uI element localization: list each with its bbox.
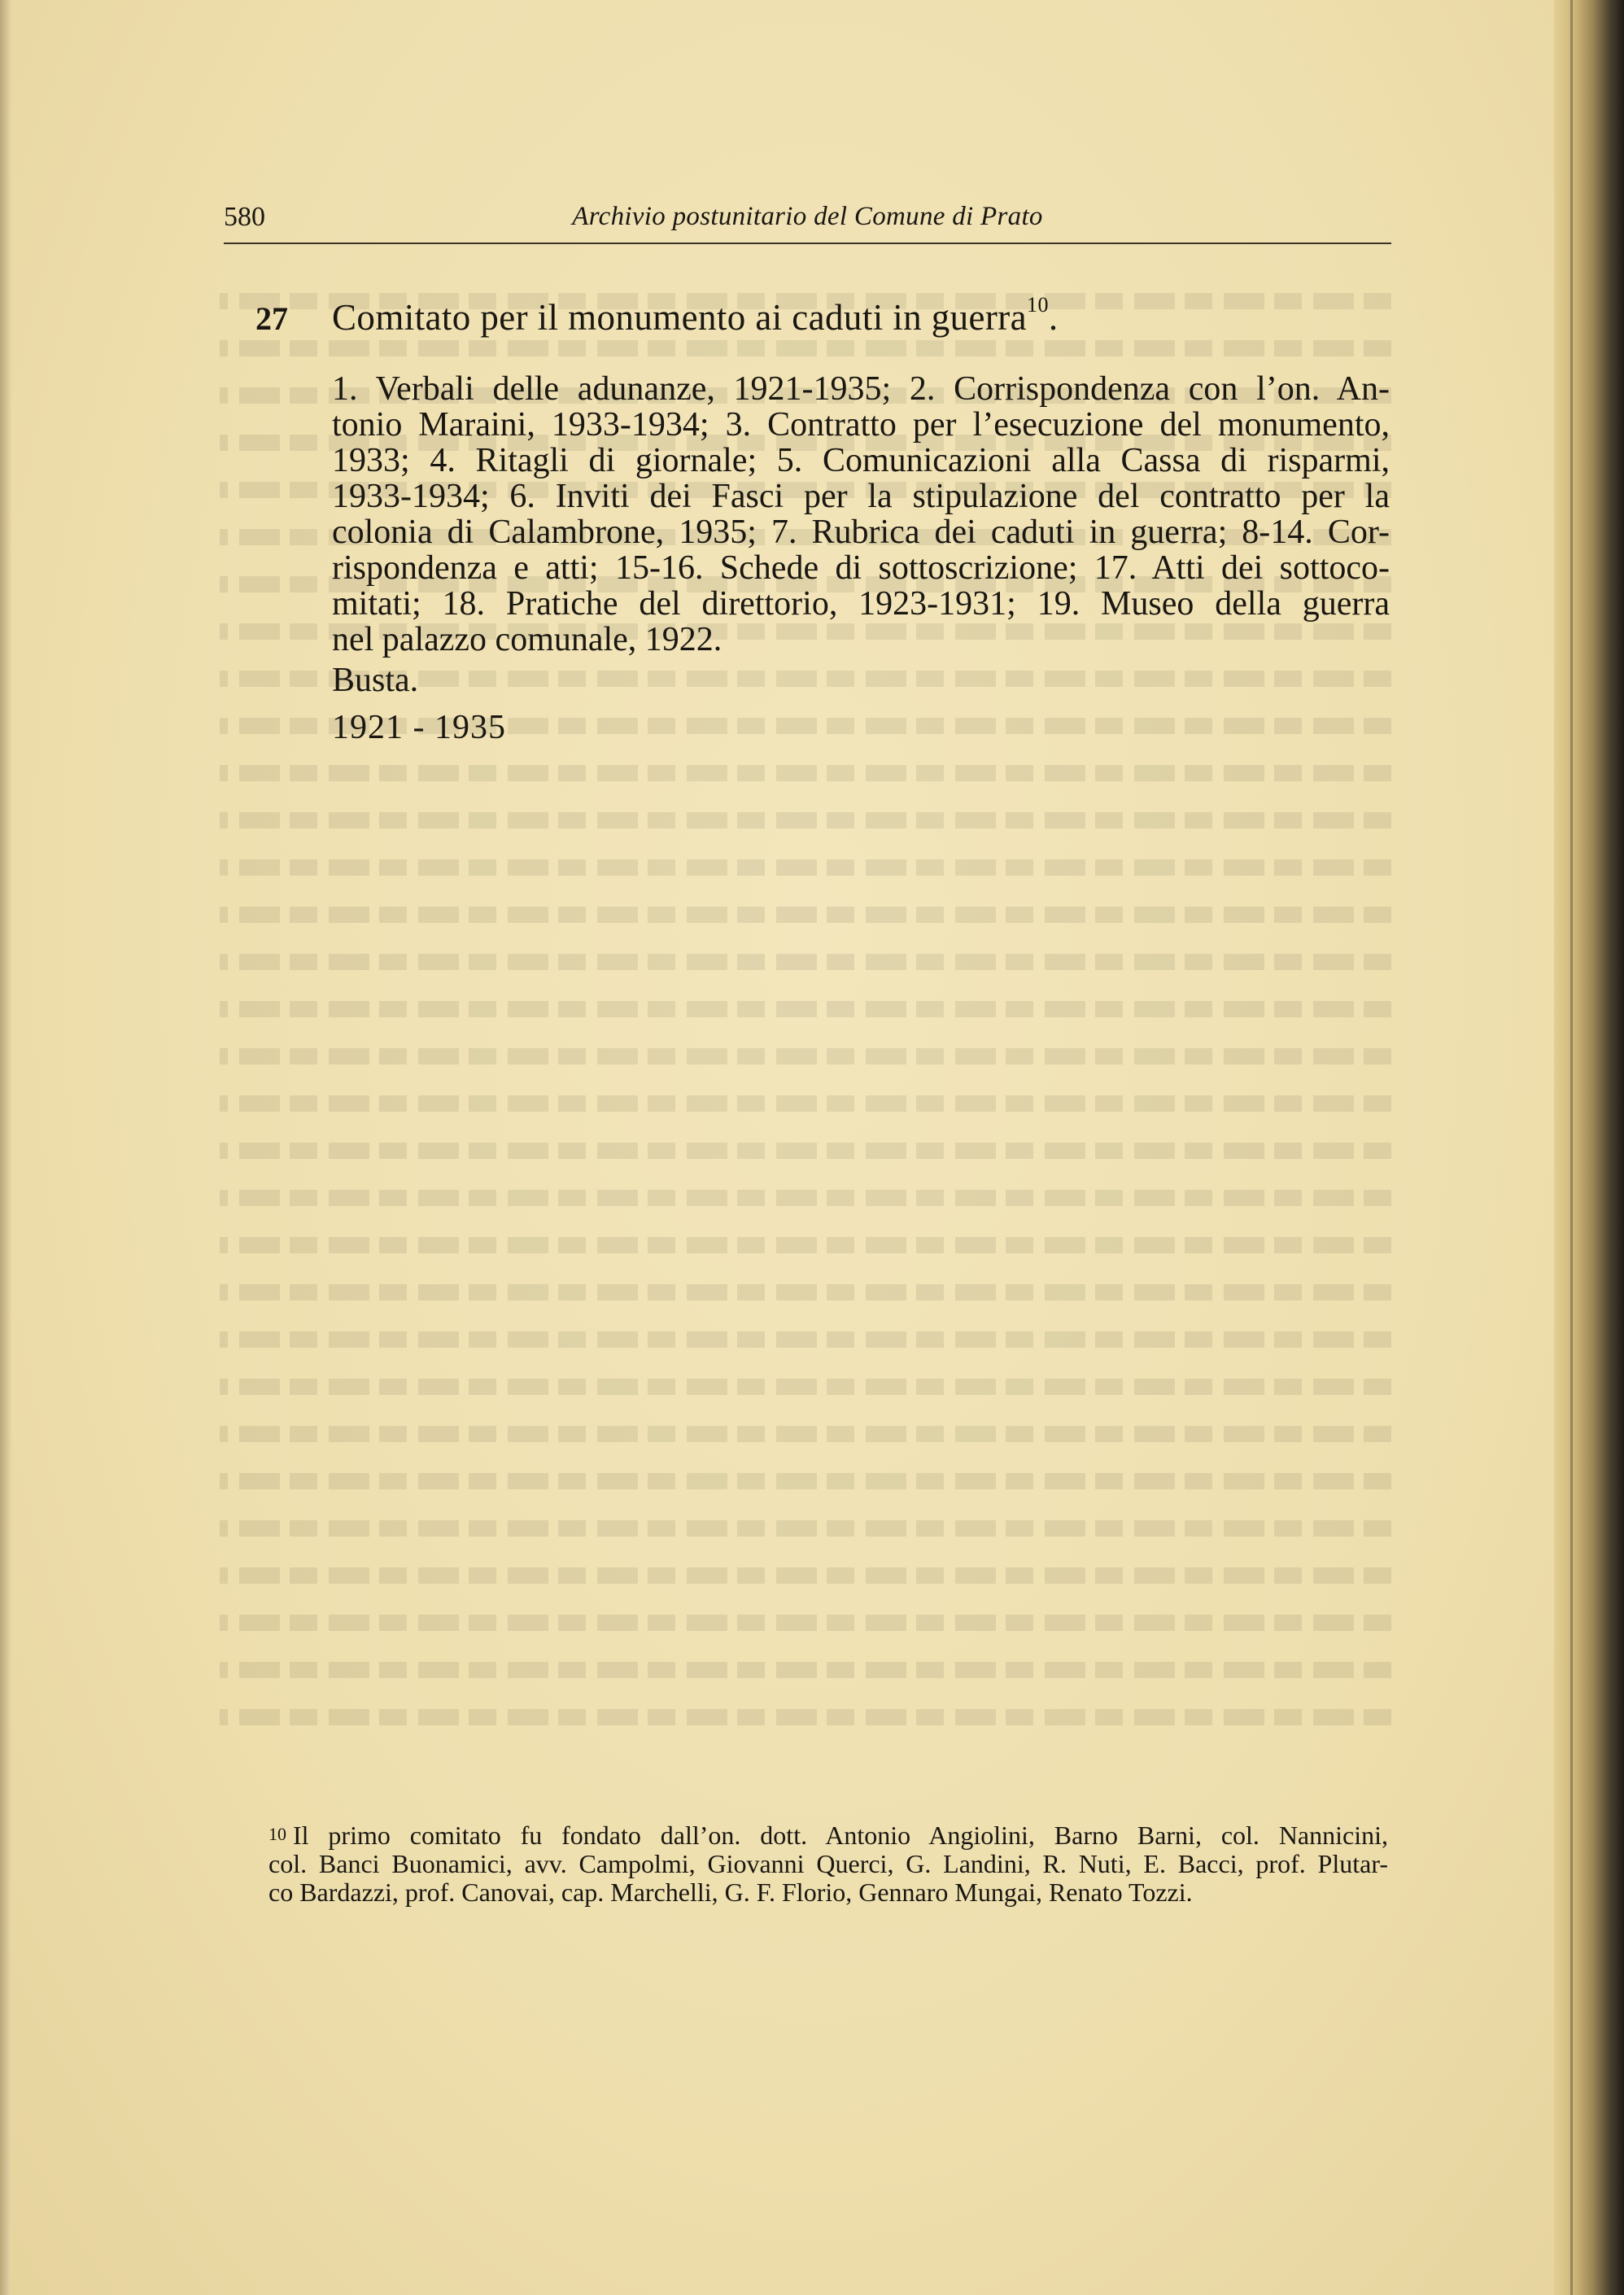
footnote-line: col. Banci Buonamici, avv. Campolmi, Giovanni Querci, G. Landini, R. Nuti, E. Bacci, prof. Plutar- [268,1849,1388,1878]
contents-line: colonia di Calambrone, 1935; 7. Rubrica dei caduti in guerra; 8-14. Cor- [332,514,1390,551]
date-range: 1921 - 1935 [332,709,506,746]
contents-line: nel palazzo comunale, 1922. [332,621,723,658]
footnote-reference: 10 [1027,293,1049,317]
contents-line: 1933; 4. Ritagli di giornale; 5. Comunicazioni alla Cassa di risparmi, [332,442,1390,479]
footnote-mark: 10 [268,1824,286,1844]
gutter-line [1570,0,1573,2295]
page-number: 580 [224,202,265,232]
running-header [224,202,1391,243]
contents-line: rispondenza e atti; 15-16. Schede di sottoscrizione; 17. Atti dei sottoco- [332,549,1390,587]
footnote-line [268,1821,1388,1850]
header-rule [224,243,1391,244]
entry-title-period: . [1048,297,1059,338]
entry-title [332,293,1059,339]
entry-title-text: Comitato per il monumento ai caduti in guerra [332,297,1028,338]
footnote-text: Il primo comitato fu fondato dall’on. dott. Antonio Angiolini, Barno Barni, col. Nannicini, [293,1821,1388,1850]
footnote-line: co Bardazzi, prof. Canovai, cap. Marchelli, G. F. Florio, Gennaro Mungai, Renato Tozzi. [268,1878,1193,1907]
archival-unit: Busta. [332,662,419,699]
book-gutter [1554,0,1624,2295]
running-title: Archivio postunitario del Comune di Prato [572,202,1043,231]
footnote [268,1821,1388,1907]
left-page-edge [0,0,11,2295]
entry-number: 27 [255,300,288,337]
contents-line: mitati; 18. Pratiche del direttorio, 1923-1931; 19. Museo della guerra [332,585,1390,623]
entry-contents [332,371,1390,658]
contents-line: tonio Maraini, 1933-1934; 3. Contratto per l’esecuzione del monumento, [332,406,1390,444]
contents-line: 1933-1934; 6. Inviti dei Fasci per la stipulazione del contratto per la [332,478,1390,515]
contents-line: 1. Verbali delle adunanze, 1921-1935; 2. Corrispondenza con l’on. An- [332,370,1390,408]
